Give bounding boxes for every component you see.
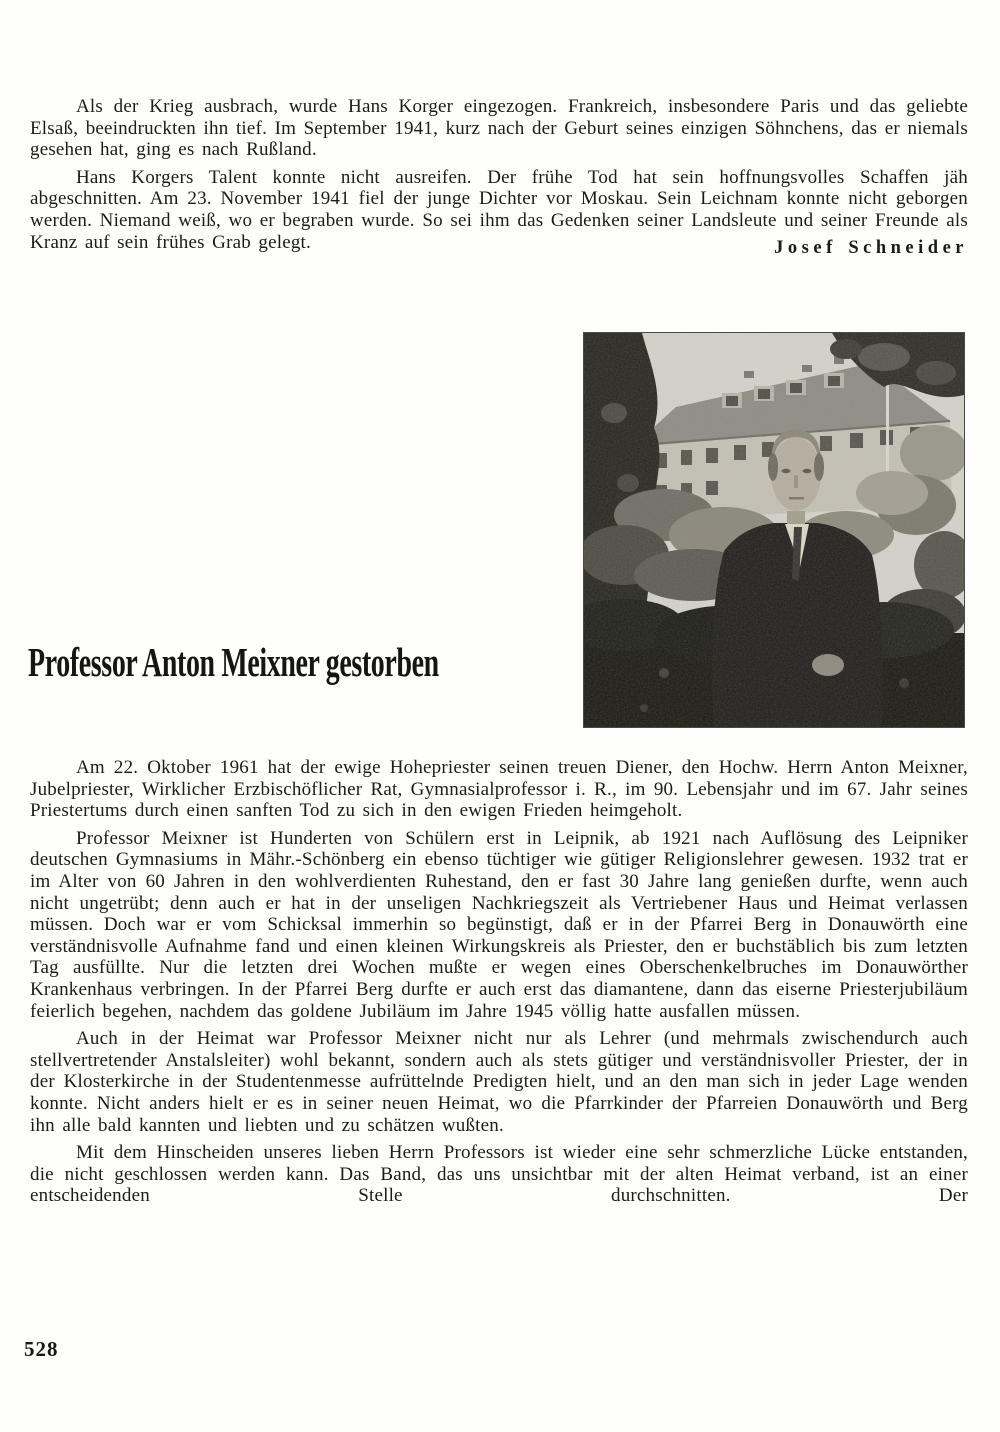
korger-article-text bbox=[30, 96, 968, 259]
meixner-article-text bbox=[30, 757, 968, 1207]
meixner-photo-art bbox=[584, 333, 964, 727]
paragraph: Auch in der Heimat war Professor Meixner nicht nur als Lehrer (und mehrmals zwischendurch auch stellvertretender Anstalsleiter) wohl bekannt, sondern auch als stets gütiger und verständnisvoller Priester, der in der Klosterkirche in der Studentenmesse aufrüttelnde Predigten hielt, und an den man sich in jeder Lage wenden konnte. Nicht anders hielt er es in seiner neuen Heimat, wo die Pfarrkinder der Pfarreien Donauwörth und Berg ihn alle bald kannten und liebten und zu schätzen wußten. bbox=[30, 1028, 968, 1136]
photo-grain-overlay bbox=[584, 333, 964, 727]
page-number: 528 bbox=[24, 1337, 59, 1361]
meixner-photo bbox=[584, 333, 964, 727]
author-signature: Josef Schneider bbox=[774, 237, 968, 258]
paragraph: Hans Korgers Talent konnte nicht ausreifen. Der frühe Tod hat sein hoffnungsvolles Schaffen jäh abgeschnitten. Am 23. November 1941 fiel der junge Dichter vor Moskau. Sein Leichnam konnte nicht geborgen werden. Niemand weiß, wo er begraben wurde. So sei ihm das Gedenken seiner Landsleute und seiner Freunde als Kranz auf sein frühes Grab gelegt. bbox=[30, 166, 968, 253]
paragraph: Mit dem Hinscheiden unseres lieben Herrn Professors ist wieder eine sehr schmerzliche Lücke entstanden, die nicht geschlossen werden kann. Das Band, das uns unsichtbar mit der alten Heimat verband, ist an einer entscheidenden Stelle durchschnitten. Der bbox=[30, 1142, 968, 1207]
article-headline: Professor Anton Meixner gestorben bbox=[28, 639, 439, 685]
paragraph: Als der Krieg ausbrach, wurde Hans Korger eingezogen. Frankreich, insbesondere Paris und das geliebte Elsaß, beeindruckten ihn tief. Im September 1941, kurz nach der Geburt seines einzigen Söhnchens, das er niemals gesehen hat, ging es nach Rußland. bbox=[30, 96, 968, 161]
paragraph: Professor Meixner ist Hunderten von Schülern erst in Leipnik, ab 1921 nach Auflösung des Leipniker deutschen Gymnasiums in Mähr.-Schönberg ein ebenso tüchtiger wie gütiger Religionslehrer gewesen. 1932 trat er im Alter von 60 Jahren in den wohlverdienten Ruhestand, den er fast 30 Jahre lang genießen durfte, wenn auch nicht ungetrübt; denn auch er hat in der unseligen Nachkriegszeit als Vertriebener Haus und Heimat verlassen müssen. Doch war er vom Schicksal immerhin so begünstigt, daß er in der Pfarrei Berg in Donauwörth eine verständnisvolle Aufnahme fand und einen kleinen Wirkungskreis als Priester, den er buchstäblich bis zum letzten Tag ausfüllte. Nur die letzten drei Wochen mußte er wegen eines Oberschenkelbruches im Donauwörther Krankenhaus verbringen. In der Pfarrei Berg durfte er auch erst das diamantene, dann das eiserne Priesterjubiläum feierlich begehen, nachdem das goldene Jubiläum im Jahre 1945 völlig hatte ausfallen müssen. bbox=[30, 827, 968, 1022]
paragraph: Am 22. Oktober 1961 hat der ewige Hohepriester seinen treuen Diener, den Hochw. Herrn Anton Meixner, Jubelpriester, Wirklicher Erzbischöflicher Rat, Gymnasialprofessor i. R., im 90. Lebensjahr und im 67. Jahr seines Priestertums durch einen sanften Tod zu sich in den ewigen Frieden heimgeholt. bbox=[30, 757, 968, 822]
